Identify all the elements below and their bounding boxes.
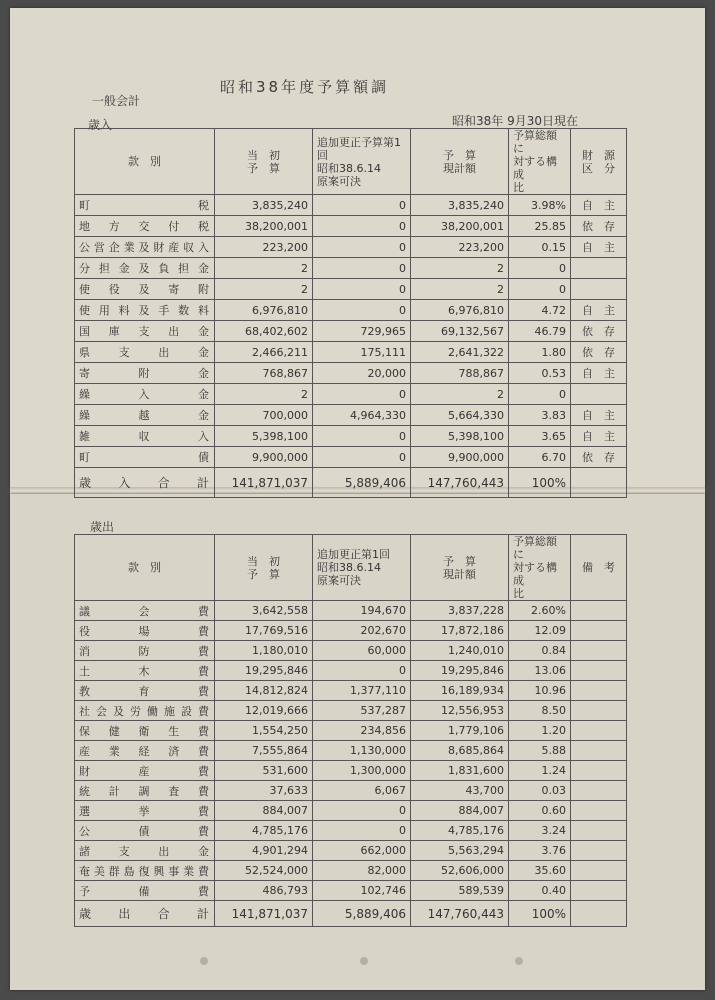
total-cell-initial-budget: 141,871,037: [215, 468, 313, 498]
cell-supplementary: 0: [313, 237, 411, 258]
cell-supplementary: 1,377,110: [313, 681, 411, 701]
table-row: [75, 701, 627, 721]
cell-current-budget: 223,200: [411, 237, 509, 258]
cell-initial-budget: 486,793: [215, 881, 313, 901]
cell-category: 地方交付税: [75, 216, 215, 237]
cell-current-budget: 5,563,294: [411, 841, 509, 861]
table-row: [75, 641, 627, 661]
cell-initial-budget: 3,835,240: [215, 195, 313, 216]
cell-category: 役場費: [75, 621, 215, 641]
table-row: [75, 761, 627, 781]
cell-current-budget: 2: [411, 384, 509, 405]
cell-extra: 自 主: [571, 426, 627, 447]
cell-ratio: 0.03: [509, 781, 571, 801]
cell-initial-budget: 2: [215, 279, 313, 300]
cell-category: 社会及労働施設費: [75, 701, 215, 721]
cell-extra: [571, 741, 627, 761]
cell-supplementary: 0: [313, 821, 411, 841]
cell-ratio: 0.53: [509, 363, 571, 384]
cell-extra: 依 存: [571, 447, 627, 468]
cell-category: 使役及寄附: [75, 279, 215, 300]
cell-supplementary: 537,287: [313, 701, 411, 721]
cell-ratio: 12.09: [509, 621, 571, 641]
col-ratio: 予算総額に 対する構成 比: [509, 535, 571, 601]
revenue-label: 歳入: [88, 118, 113, 132]
cell-supplementary: 0: [313, 801, 411, 821]
cell-initial-budget: 1,554,250: [215, 721, 313, 741]
cell-category: 議会費: [75, 601, 215, 621]
cell-current-budget: 2: [411, 258, 509, 279]
cell-supplementary: 1,300,000: [313, 761, 411, 781]
cell-supplementary: 194,670: [313, 601, 411, 621]
cell-supplementary: 0: [313, 300, 411, 321]
cell-ratio: 25.85: [509, 216, 571, 237]
cell-extra: [571, 621, 627, 641]
cell-supplementary: 175,111: [313, 342, 411, 363]
expenditure-label: 歳出: [90, 520, 115, 534]
as-of-date: 昭和38年 9月30日現在: [452, 114, 578, 128]
cell-current-budget: 2,641,322: [411, 342, 509, 363]
cell-category: 寄附金: [75, 363, 215, 384]
cell-ratio: 0.84: [509, 641, 571, 661]
table-row: [75, 801, 627, 821]
cell-category: 町 税: [75, 195, 215, 216]
cell-current-budget: 9,900,000: [411, 447, 509, 468]
cell-ratio: 2.60%: [509, 601, 571, 621]
col-initial-budget: 当 初 予 算: [215, 129, 313, 195]
section-label: 一般会計: [92, 94, 141, 108]
table-row: [75, 821, 627, 841]
cell-extra: [571, 701, 627, 721]
cell-current-budget: 69,132,567: [411, 321, 509, 342]
cell-extra: [571, 781, 627, 801]
table-row: [75, 681, 627, 701]
cell-extra: [571, 841, 627, 861]
table-row: [75, 881, 627, 901]
table-row: [75, 426, 627, 447]
cell-category: 繰入金: [75, 384, 215, 405]
cell-initial-budget: 38,200,001: [215, 216, 313, 237]
cell-extra: 自 主: [571, 405, 627, 426]
cell-current-budget: 3,837,228: [411, 601, 509, 621]
cell-extra: [571, 641, 627, 661]
cell-initial-budget: 6,976,810: [215, 300, 313, 321]
col-source: 財 源 区 分: [571, 129, 627, 195]
cell-category: 予備費: [75, 881, 215, 901]
cell-ratio: 8.50: [509, 701, 571, 721]
binding-hole: [200, 957, 208, 965]
total-cell-supplementary: 5,889,406: [313, 901, 411, 927]
cell-category: 教育費: [75, 681, 215, 701]
revenue-header-row: [75, 129, 627, 195]
cell-ratio: 1.24: [509, 761, 571, 781]
cell-supplementary: 20,000: [313, 363, 411, 384]
cell-category: 国庫支出金: [75, 321, 215, 342]
col-supplementary: 追加更正予算第1回 昭和38.6.14 原案可決: [313, 129, 411, 195]
cell-ratio: 6.70: [509, 447, 571, 468]
table-row: [75, 447, 627, 468]
cell-current-budget: 52,606,000: [411, 861, 509, 881]
cell-supplementary: 6,067: [313, 781, 411, 801]
cell-supplementary: 234,856: [313, 721, 411, 741]
cell-initial-budget: 2: [215, 384, 313, 405]
cell-ratio: 0: [509, 258, 571, 279]
cell-extra: 自 主: [571, 237, 627, 258]
total-row: [75, 468, 627, 498]
cell-initial-budget: 17,769,516: [215, 621, 313, 641]
cell-extra: [571, 881, 627, 901]
cell-category: 統計調査費: [75, 781, 215, 801]
document-title: 昭和38年度予算額調: [220, 78, 390, 96]
cell-supplementary: 202,670: [313, 621, 411, 641]
cell-supplementary: 0: [313, 384, 411, 405]
cell-supplementary: 0: [313, 258, 411, 279]
cell-ratio: 35.60: [509, 861, 571, 881]
cell-initial-budget: 14,812,824: [215, 681, 313, 701]
cell-extra: 依 存: [571, 342, 627, 363]
cell-extra: 自 主: [571, 195, 627, 216]
table-row: [75, 342, 627, 363]
cell-extra: [571, 661, 627, 681]
cell-current-budget: 2: [411, 279, 509, 300]
cell-category: 公営企業及財産収入: [75, 237, 215, 258]
cell-ratio: 0: [509, 279, 571, 300]
cell-extra: 自 主: [571, 363, 627, 384]
cell-current-budget: 5,664,330: [411, 405, 509, 426]
table-row: [75, 258, 627, 279]
table-row: [75, 721, 627, 741]
cell-current-budget: 5,398,100: [411, 426, 509, 447]
cell-initial-budget: 884,007: [215, 801, 313, 821]
cell-current-budget: 6,976,810: [411, 300, 509, 321]
cell-initial-budget: 9,900,000: [215, 447, 313, 468]
cell-category: 選挙費: [75, 801, 215, 821]
cell-category: 雑収入: [75, 426, 215, 447]
cell-current-budget: 788,867: [411, 363, 509, 384]
cell-ratio: 13.06: [509, 661, 571, 681]
cell-current-budget: 1,831,600: [411, 761, 509, 781]
col-supplementary: 追加更正第1回 昭和38.6.14 原案可決: [313, 535, 411, 601]
table-row: [75, 861, 627, 881]
cell-supplementary: 662,000: [313, 841, 411, 861]
table-row: [75, 405, 627, 426]
table-row: [75, 216, 627, 237]
col-initial-budget: 当 初 予 算: [215, 535, 313, 601]
col-category: 款 別: [75, 535, 215, 601]
cell-category: 消防費: [75, 641, 215, 661]
cell-initial-budget: 19,295,846: [215, 661, 313, 681]
table-row: [75, 195, 627, 216]
cell-initial-budget: 12,019,666: [215, 701, 313, 721]
cell-extra: 依 存: [571, 216, 627, 237]
cell-extra: 自 主: [571, 300, 627, 321]
cell-initial-budget: 5,398,100: [215, 426, 313, 447]
cell-initial-budget: 2: [215, 258, 313, 279]
cell-category: 町 債: [75, 447, 215, 468]
cell-initial-budget: 2,466,211: [215, 342, 313, 363]
total-cell-current-budget: 147,760,443: [411, 468, 509, 498]
cell-category: 保健衛生費: [75, 721, 215, 741]
cell-ratio: 0.60: [509, 801, 571, 821]
cell-ratio: 0.40: [509, 881, 571, 901]
cell-supplementary: 4,964,330: [313, 405, 411, 426]
cell-category: 財産費: [75, 761, 215, 781]
total-row: [75, 901, 627, 927]
table-row: [75, 841, 627, 861]
table-row: [75, 661, 627, 681]
cell-current-budget: 12,556,953: [411, 701, 509, 721]
cell-extra: [571, 801, 627, 821]
cell-supplementary: 729,965: [313, 321, 411, 342]
total-cell-category: 歳出合計: [75, 901, 215, 927]
cell-initial-budget: 68,402,602: [215, 321, 313, 342]
cell-extra: [571, 384, 627, 405]
cell-current-budget: 884,007: [411, 801, 509, 821]
col-current-budget: 予 算 現計額: [411, 129, 509, 195]
cell-extra: [571, 861, 627, 881]
table-row: [75, 384, 627, 405]
cell-category: 奄美群島復興事業費: [75, 861, 215, 881]
table-row: [75, 601, 627, 621]
cell-current-budget: 4,785,176: [411, 821, 509, 841]
cell-initial-budget: 768,867: [215, 363, 313, 384]
cell-ratio: 1.80: [509, 342, 571, 363]
cell-supplementary: 82,000: [313, 861, 411, 881]
expenditure-table: [74, 534, 627, 927]
cell-extra: [571, 681, 627, 701]
cell-current-budget: 1,779,106: [411, 721, 509, 741]
cell-ratio: 3.83: [509, 405, 571, 426]
cell-extra: 依 存: [571, 321, 627, 342]
cell-extra: [571, 761, 627, 781]
total-cell-category: 歳入合計: [75, 468, 215, 498]
cell-supplementary: 1,130,000: [313, 741, 411, 761]
binding-hole: [515, 957, 523, 965]
cell-current-budget: 43,700: [411, 781, 509, 801]
cell-current-budget: 8,685,864: [411, 741, 509, 761]
total-cell-extra: [571, 468, 627, 498]
cell-category: 諸支出金: [75, 841, 215, 861]
cell-initial-budget: 37,633: [215, 781, 313, 801]
total-cell-extra: [571, 901, 627, 927]
cell-ratio: 3.24: [509, 821, 571, 841]
cell-extra: [571, 258, 627, 279]
total-cell-ratio: 100%: [509, 468, 571, 498]
cell-category: 県支出金: [75, 342, 215, 363]
col-ratio: 予算総額に 対する構成 比: [509, 129, 571, 195]
cell-initial-budget: 223,200: [215, 237, 313, 258]
cell-initial-budget: 7,555,864: [215, 741, 313, 761]
col-current-budget: 予 算 現計額: [411, 535, 509, 601]
cell-initial-budget: 4,785,176: [215, 821, 313, 841]
cell-initial-budget: 531,600: [215, 761, 313, 781]
cell-supplementary: 0: [313, 279, 411, 300]
col-remarks: 備 考: [571, 535, 627, 601]
binding-hole: [360, 957, 368, 965]
cell-category: 繰越金: [75, 405, 215, 426]
cell-initial-budget: 4,901,294: [215, 841, 313, 861]
revenue-table: [74, 128, 627, 498]
cell-supplementary: 102,746: [313, 881, 411, 901]
cell-current-budget: 38,200,001: [411, 216, 509, 237]
cell-current-budget: 16,189,934: [411, 681, 509, 701]
table-row: [75, 741, 627, 761]
cell-extra: [571, 279, 627, 300]
cell-category: 公債費: [75, 821, 215, 841]
total-cell-current-budget: 147,760,443: [411, 901, 509, 927]
cell-ratio: 0.15: [509, 237, 571, 258]
total-cell-initial-budget: 141,871,037: [215, 901, 313, 927]
cell-ratio: 0: [509, 384, 571, 405]
cell-ratio: 3.76: [509, 841, 571, 861]
cell-supplementary: 0: [313, 216, 411, 237]
cell-supplementary: 0: [313, 661, 411, 681]
cell-current-budget: 1,240,010: [411, 641, 509, 661]
cell-supplementary: 0: [313, 195, 411, 216]
col-category: 款 別: [75, 129, 215, 195]
cell-ratio: 46.79: [509, 321, 571, 342]
cell-ratio: 3.65: [509, 426, 571, 447]
cell-initial-budget: 52,524,000: [215, 861, 313, 881]
cell-ratio: 1.20: [509, 721, 571, 741]
total-cell-supplementary: 5,889,406: [313, 468, 411, 498]
cell-initial-budget: 700,000: [215, 405, 313, 426]
table-row: [75, 363, 627, 384]
cell-ratio: 4.72: [509, 300, 571, 321]
cell-ratio: 10.96: [509, 681, 571, 701]
cell-extra: [571, 721, 627, 741]
table-row: [75, 279, 627, 300]
cell-current-budget: 17,872,186: [411, 621, 509, 641]
table-row: [75, 781, 627, 801]
total-cell-ratio: 100%: [509, 901, 571, 927]
cell-category: 産業経済費: [75, 741, 215, 761]
cell-supplementary: 0: [313, 447, 411, 468]
cell-supplementary: 0: [313, 426, 411, 447]
table-row: [75, 321, 627, 342]
table-row: [75, 237, 627, 258]
cell-current-budget: 19,295,846: [411, 661, 509, 681]
table-row: [75, 300, 627, 321]
cell-current-budget: 3,835,240: [411, 195, 509, 216]
cell-category: 分担金及負担金: [75, 258, 215, 279]
cell-initial-budget: 3,642,558: [215, 601, 313, 621]
cell-category: 土木費: [75, 661, 215, 681]
cell-ratio: 5.88: [509, 741, 571, 761]
expenditure-header-row: [75, 535, 627, 601]
cell-current-budget: 589,539: [411, 881, 509, 901]
cell-supplementary: 60,000: [313, 641, 411, 661]
cell-ratio: 3.98%: [509, 195, 571, 216]
cell-initial-budget: 1,180,010: [215, 641, 313, 661]
cell-extra: [571, 601, 627, 621]
cell-category: 使用料及手数料: [75, 300, 215, 321]
cell-extra: [571, 821, 627, 841]
table-row: [75, 621, 627, 641]
